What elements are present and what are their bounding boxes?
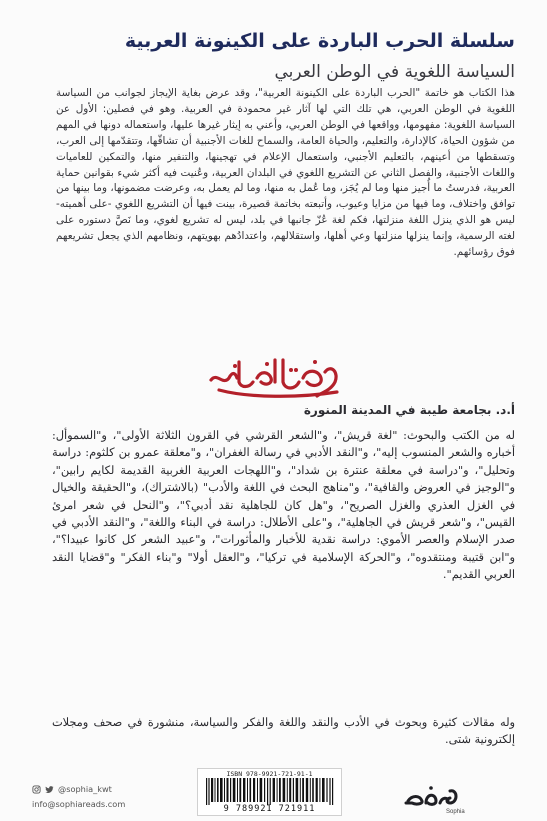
signature-calligraphy-icon	[199, 342, 349, 402]
isbn-barcode	[197, 768, 342, 816]
barcode-bars	[206, 778, 334, 805]
twitter-icon[interactable]	[45, 785, 54, 794]
publisher-logo	[402, 773, 465, 815]
works-paragraph: له من الكتب والبحوث: "لغة قريش"، و"الشعر القرشي في القرون الثلاثة الأولى"، و"السموأل: أخباره والشعر المنسوب إليه"، و"النقد الأدبي في رسالة الغفران"، و"معلقة عمرو بن كلثوم: دراسة وتحليل"، و"دراسة في معلقة عنترة بن شداد"، و"اللهجات العربية الغربية القديمة لكايم رابين"، و"الوجيز في العروض والقافية"، و"مناهج البحث في اللغة والأدب" (بالاشتراك)، و"الحقيقة والخيال في الغزل العذري والغزل الصريح"، و"هل كان للجاهلية نقد أدبي؟"، و"النحل في شعر امرئ القيس"، و"شعر قريش في الجاهلية"، و"على الأطلال: دراسة في البناء واللغة"، و"النقد الأدبي في صدر الإسلام والعصر الأموي: دراسة نقدية للأخبار والمأثورات"، و"عبيد الشعر كل كانوا عبيدا؟"، و"ابن قتيبة ومنتقدوه"، و"الحركة الإسلامية في تركيا"، و"العقل أولا" و"بناء الفكر" و"قضايا النقد العربي القديم".	[52, 429, 515, 582]
social-handle[interactable]: @sophia_kwt	[58, 784, 112, 794]
instagram-icon[interactable]	[32, 785, 41, 794]
logo-latin-text: Sophia	[446, 809, 465, 815]
author-affiliation: بجامعة طيبة في المدينة المنورة	[303, 403, 492, 417]
author-line	[40, 403, 515, 417]
book-subtitle: السياسة اللغوية في الوطن العربي	[274, 62, 515, 82]
intro-paragraph: هذا الكتاب هو خاتمة "الحرب الباردة على الكينونة العربية"، وقد عرض بغاية الإيجاز لجوانب من السياسة اللغوية في الوطن العربي، هي تلك التي لها آثار غير محمودة في العربية. وهو في فصلين: الأول عن السياسة اللغوية: مفهومها، وواقعها في الوطن العربي، وأعني به إيثار غيرها عليها، واستعماله دونها في المهم من شؤون الحياة، كالإدارة، والتعليم، والحياة العامة، والسماح للغات الأجنبية أن تشاقّها، وتتقدّمها إلى العرب، وتسقطها من أعينهم، بالتعليم الأجنبي، واستعمال الإعلام في تهجينها، والتنفير منها، والتمكين للعاميات واللغات الأجنبية، والفصل الثاني عن التشريع اللغوي في البلدان العربية، وعُنيت فيه أكثر شيء بقوانين حماية العربية، فدرستُ ما أُجيز منها وما لم يُجَز، وما عُمل به منها، وما لم يعمل به، وعرضت مضمونها، وما بينها من توافق واختلاف، وما فيها من مزايا وعيوب، وأتبعته بخاتمة قصيرة، بينت فيها أن التشريع اللغوي -على أهميته- ليس هو الذي ينزل اللغة منزلتها، فكم لغة عُزّ جانبها في بلد، ليس له تشريع لغوي، وما نَصَّ دستوره على لغته الرسمية، وإنما ينزلها منزلتها وعي أهلها، واستقلالهم، واعتدادُهم بهويتهم، ونظامهم الذي يجعل تشريعهم فوق رؤسائهم.	[56, 87, 515, 259]
author-title: أ.د.	[495, 403, 515, 417]
author-signature	[0, 342, 547, 402]
isbn-number: 9 789921 721911	[223, 804, 316, 814]
publisher-email[interactable]: info@sophiareads.com	[32, 799, 126, 809]
publisher-contacts	[32, 782, 182, 812]
series-title: سلسلة الحرب الباردة على الكينونة العربية	[124, 30, 515, 52]
articles-paragraph: وله مقالات كثيرة وبحوث في الأدب والنقد واللغة والفكر والسياسة، منشورة في صحف ومجلات إلكترونية شتى.	[52, 716, 515, 747]
sophia-logo-icon	[402, 773, 465, 815]
isbn-label: ISBN 978-9921-721-91-1	[226, 770, 313, 778]
